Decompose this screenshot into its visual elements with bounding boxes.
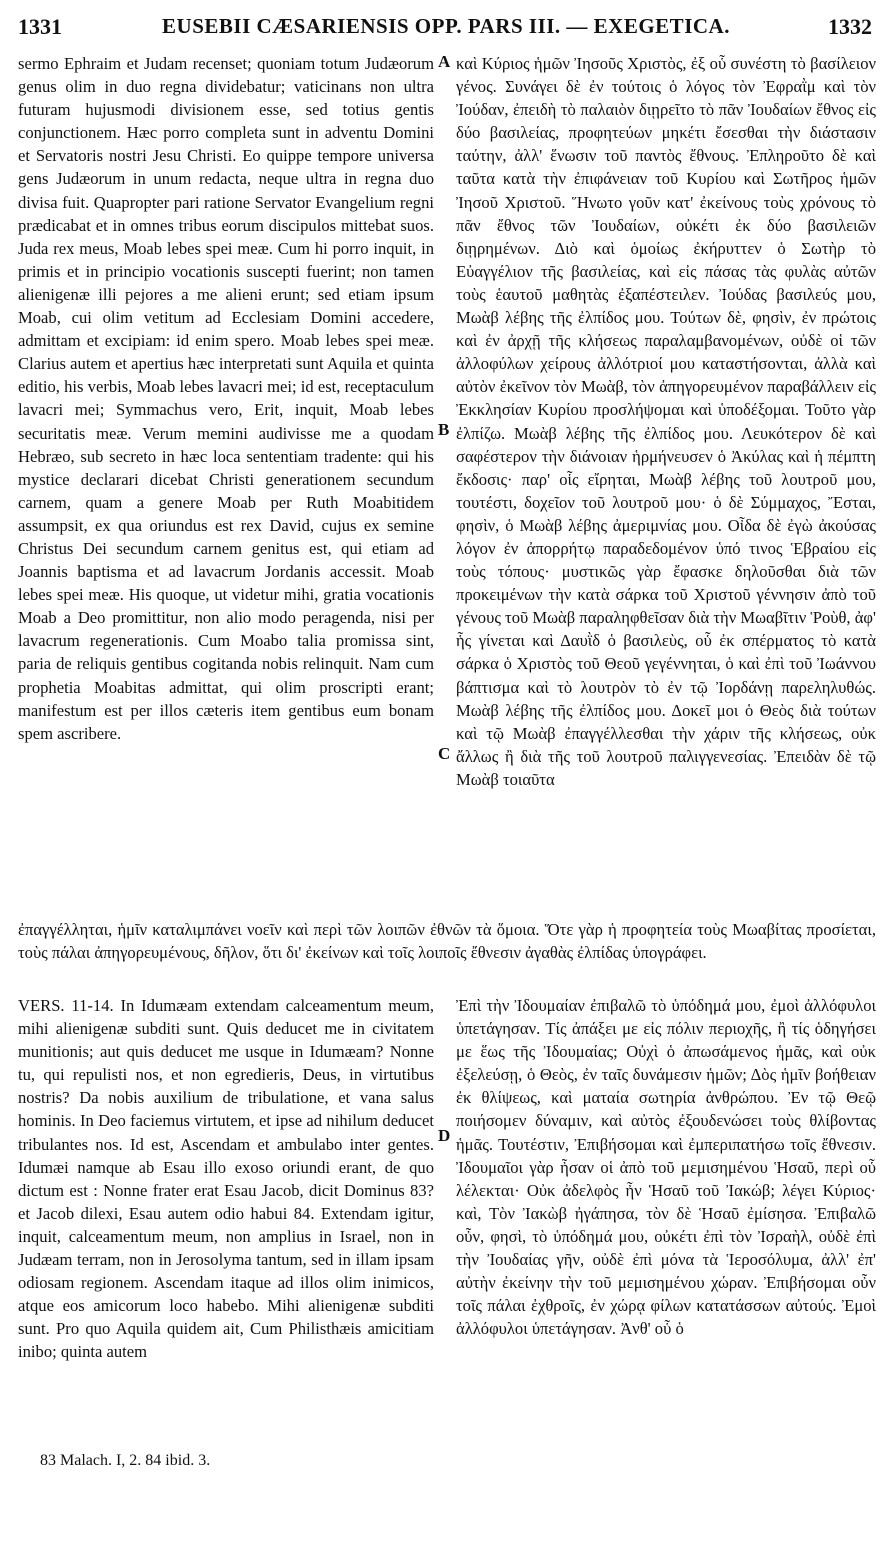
full-width-paragraph bbox=[18, 918, 876, 964]
latin-text-bottom: VERS. 11-14. In Idumæam extendam calceamentum meum, mihi alienigenæ subditi sunt. Quis deducet me in civitatem munitionis; aut quis deducet me usque in Idumæam? Nonne tu, qui repulisti nos, et non egredieris, Deus, in virtutibus nostris? Da nobis auxilium de tribulatione, et vana salus hominis. In Deo faciemus virtutem, et ipse ad nihilum deducet tribulantes nos. Id est, Ascendam et ambulabo inter gentes. Idumæi namque ab Esau illo exoso oriundi erant, de quo dictum est : Nonne frater erat Esau Jacob, dicit Dominus 83? et Jacob dilexi, Esau autem odio habui 84. Extendam igitur, inquit, calceamentum meum, non amplius in Israel, non in Judæam terram, non in Jerosolyma tantum, sed in illam ipsam odiosam regionem. Ascendam itaque ad illos olim inimicos, atque eos amicorum loco habebo. Mihi alienigenæ subditi sunt. Pro quo Aquila quidem ait, Cum Philisthæis amicitiam inibo; quinta autem bbox=[18, 996, 434, 1362]
running-title: EUSEBII CÆSARIENSIS OPP. PARS III. — EXEGETICA. bbox=[162, 14, 730, 38]
greek-column-top bbox=[456, 52, 876, 791]
margin-marker-a: A bbox=[438, 52, 451, 71]
greek-column-bottom bbox=[456, 994, 876, 1340]
margin-marker-c: C bbox=[438, 744, 451, 763]
latin-text-top: sermo Ephraim et Judam recenset; quoniam totum Judæorum genus olim in duo regna dividebatur; vaticinans non ultra futuram hujusmodi divisionem esse, sed totius gentis conjunctionem. Hæc porro completa sunt in adventu Domini et Servatoris nostri Jesu Christi. Eo quippe tempore universa gens Judæorum in unum redacta, neque ultra in regna duo divisa fuit. Quapropter pari ratione Servator Evangelium regni prædicabat et in omnes tribus eorum discipulos mittebat suos. Juda rex meus, Moab lebes spei meæ. Cum hi porro inquit, in primis et in principio vocationis suscepti fuerint; non tamen alienigenæ illi pejores a me alieni erunt; sed etiam ipsum Moab, cui olim vetitum ad Ecclesiam Domini accedere, admittam et excipiam: id enim spero. Moab lebes spei meæ. Clarius autem et apertius hæc interpretati sunt Aquila et quinta editio, his verbis, Moab lebes lavacri mei; id est, receptaculum lavacri mei; Symmachus vero, Erit, inquit, Moab lebes securitatis meæ. Verum memini audivisse me a quodam Hebræo, sub secreto in hæc loca sententiam tradente: qui his mystice declarari dicebat Christi generationem secundum carnem, quam a genere Moab per Ruth Moabitidem assumpsit, ex qua oriundus est rex David, cujus ex semine Christus Dei secundum carnem genitus est, qui etiam ad Joannis baptisma et ad lavacrum Jordanis accessit. Moab lebes spei meæ. His quoque, ut videtur mihi, gratia vocationis Moab a Deo promittitur, non alio modo peragenda, nisi per lavacrum regenerationis. Cum Moabo talia promissa sint, paria de reliquis gentibus cogitanda nobis relinquit. Nam cum prophetia Moabitas admittat, qui olim proscripti erant; manifestum est per illos cæteris item gentibus eum bonam spem ascribere. bbox=[18, 54, 434, 743]
greek-text-full: ἐπαγγέλληται, ἡμῖν καταλιμπάνει νοεῖν καὶ περὶ τῶν λοιπῶν ἐθνῶν τὰ ὅμοια. Ὅτε γὰρ ἡ προφητεία τοὺς Μωαβίτας προσίεται, τοὺς πάλαι ἀπηγορευμένους, δῆλον, ὅτι δι' ἐκείνων καὶ τοῖς λοιποῖς ἔθνεσιν ἀγαθὰς ἐλπίδας ὑπογράφει. bbox=[18, 920, 876, 963]
latin-column-bottom bbox=[18, 994, 434, 1364]
latin-column-top bbox=[18, 52, 434, 745]
margin-marker-b: B bbox=[438, 420, 450, 439]
page-number-left: 1331 bbox=[18, 14, 62, 39]
greek-text-bottom: Ἐπὶ τὴν Ἰδουμαίαν ἐπιβαλῶ τὸ ὑπόδημά μου, ἐμοὶ ἀλλόφυλοι ὑπετάγησαν. Τίς ἀπάξει με εἰς πόλιν περιοχῆς, ἢ τίς ὁδηγήσει με ἕως τῆς Ἰδουμαίας; Οὐχὶ ὁ ἀπωσάμενος ἡμᾶς, καὶ οὐκ ἐξελεύσῃ, ὁ Θεὸς, ἐν ταῖς δυνάμεσιν ἡμῶν; Δὸς ἡμῖν βοήθειαν ἐκ θλίψεως, καὶ ματαία σωτηρία ἀνθρώπου. Ἐν τῷ Θεῷ ποιήσομεν δύναμιν, καὶ αὐτὸς ἐξουδενώσει τοὺς θλίβοντας ἡμᾶς. Τουτέστιν, Ἐπιβήσομαι καὶ ἐμπεριπατήσω τοῖς ἔθνεσιν. Ἰδουμαῖοι γὰρ ἦσαν οἱ ἀπὸ τοῦ μεμισημένου Ἡσαῦ, περὶ οὗ λέλεκται· Οὐκ ἀδελφὸς ἦν Ἡσαῦ τοῦ Ἰακώβ; λέγει Κύριος· καὶ, Τὸν Ἰακὼβ ἠγάπησα, τὸν δὲ Ἡσαῦ ἐμίσησα. Ἐπιβαλῶ οὖν, φησὶ, τὸ ὑπόδημά μου, οὐκέτι ἐπὶ τὸν Ἰσραὴλ, οὐδὲ ἐπὶ τὴν Ἰουδαίας γῆν, οὐδὲ ἐπὶ μόνα τὰ Ἱεροσόλυμα, ἀλλ' ἐπ' αὐτὴν ἐκείνην τὴν τοῦ μεμισημένου χώραν. Ἐπιβήσομαι οὖν τοῖς πάλαι ἐχθροῖς, ἐν χώρᾳ φίλων κατατάσσων αὐτούς. Ἐμοὶ ἀλλόφυλοι ὑπετάγησαν. Ἀνθ' οὗ ὁ bbox=[456, 996, 876, 1339]
margin-marker-d: D bbox=[438, 1126, 451, 1145]
running-header bbox=[0, 12, 892, 42]
page-number-right: 1332 bbox=[828, 14, 872, 39]
greek-text-top: καὶ Κύριος ἡμῶν Ἰησοῦς Χριστὸς, ἐξ οὗ συνέστη τὸ βασίλειον γένος. Συνάγει δὲ ἐν τούτοις ὁ λόγος τὸν Ἐφραῒμ καὶ τὸν Ἰούδαν, ἐπειδὴ τὸ παλαιὸν διῃρεῖτο τὸ πᾶν Ἰουδαίων ἔθνος εἰς δύο βασιλείας, προφητεύων μηκέτι ἔσεσθαι τὴν διάστασιν ταύτην, ἀλλ' ἕνωσιν τοῦ παντὸς ἔθνους. Ἐπληροῦτο δὲ καὶ ταῦτα κατὰ τὴν ἐπιφάνειαν τοῦ Κυρίου καὶ Σωτῆρος ἡμῶν Ἰησοῦ Χριστοῦ. Ἥνωτο γοῦν κατ' ἐκείνους τοὺς χρόνους τὸ πᾶν ἔθνος τῶν Ἰουδαίων, οὐκέτι ἐκ δύο βασιλειῶν διῃρημένων. Διὸ καὶ ὁμοίως ἐκήρυττεν ὁ Σωτὴρ τὸ Εὐαγγέλιον τῆς βασιλείας, καὶ εἰς πάσας τὰς φυλὰς αὐτῶν τοὺς ἑαυτοῦ μαθητὰς ἐξαπέστειλεν. Ἰούδας βασιλεύς μου, Μωὰβ λέβης τῆς ἐλπίδος μου. Τούτων δὲ, φησὶν, ἐν πρώτοις καὶ ἐν ἀρχῇ τῆς κλήσεως παραλαμβανομένων, οὐδὲ οἱ τῶν ἀλλοφύλων χείρους ἀλλότριοί μου καταστήσονται, ἀλλὰ καὶ αὐτὸν ἐκεῖνον τὸν Μωὰβ, τὸν ἀπηγορευμένον παραβάλλειν εἰς Ἐκκλησίαν Κυρίου προσλήψομαι καὶ ὑποδέξομαι. Τοῦτο γὰρ ἐλπίζω. Μωὰβ λέβης τῆς ἐλπίδος μου. Λευκότερον δὲ καὶ σαφέστερον τὴν διάνοιαν ἡρμήνευσεν ὁ Ἀκύλας καὶ ἡ πέμπτη ἔκδοσις· παρ' οἷς εἴρηται, Μωὰβ λέβης τοῦ λουτροῦ μου, τουτέστι, δοχεῖον τοῦ λουτροῦ μου· ὁ δὲ Σύμμαχος, Ἔσται, φησὶν, ὁ Μωὰβ λέβης ἀμεριμνίας μου. Οἶδα δὲ ἐγὼ ἀκούσας λόγον ἐν ἀπορρήτῳ παραδεδομένον ὑπό τινος Ἑβραίου εἰς τοὺς τόπους· μυστικῶς γὰρ ἔφασκε δηλοῦσθαι διὰ τῶν προκειμένων τὴν κατὰ σάρκα τοῦ Χριστοῦ γέννησιν ἀπὸ τοῦ γένους τοῦ Μωὰβ παραληφθεῖσαν διὰ τὴν Μωαβῖτιν Ῥοὺθ, ἀφ' ἧς γίνεται καὶ Δαυῒδ ὁ βασιλεὺς, οὗ ἐκ σπέρματος τὸ κατὰ σάρκα ὁ Χριστὸς τοῦ Θεοῦ γεγέννηται, ὁ καὶ ἐπὶ τοῦ Ἰωάννου βάπτισμα καὶ τὸ λουτρὸν τὸ ἐν τῷ Ἰορδάνῃ παρεληλυθώς. Μωὰβ λέβης τῆς ἐλπίδος μου. Δοκεῖ μοι ὁ Θεὸς διὰ τούτων καὶ τῷ Μωὰβ ἐπαγγέλλεσθαι τὴν χάριν τῆς κλήσεως, οὐκ ἄλλως ἢ διὰ τῆς τοῦ λουτροῦ παλιγγενεσίας. Ἐπειδὰν δὲ τῷ Μωὰβ τοιαῦτα bbox=[456, 54, 876, 789]
footnotes: 83 Malach. I, 2. 84 ibid. 3. bbox=[40, 1452, 211, 1469]
